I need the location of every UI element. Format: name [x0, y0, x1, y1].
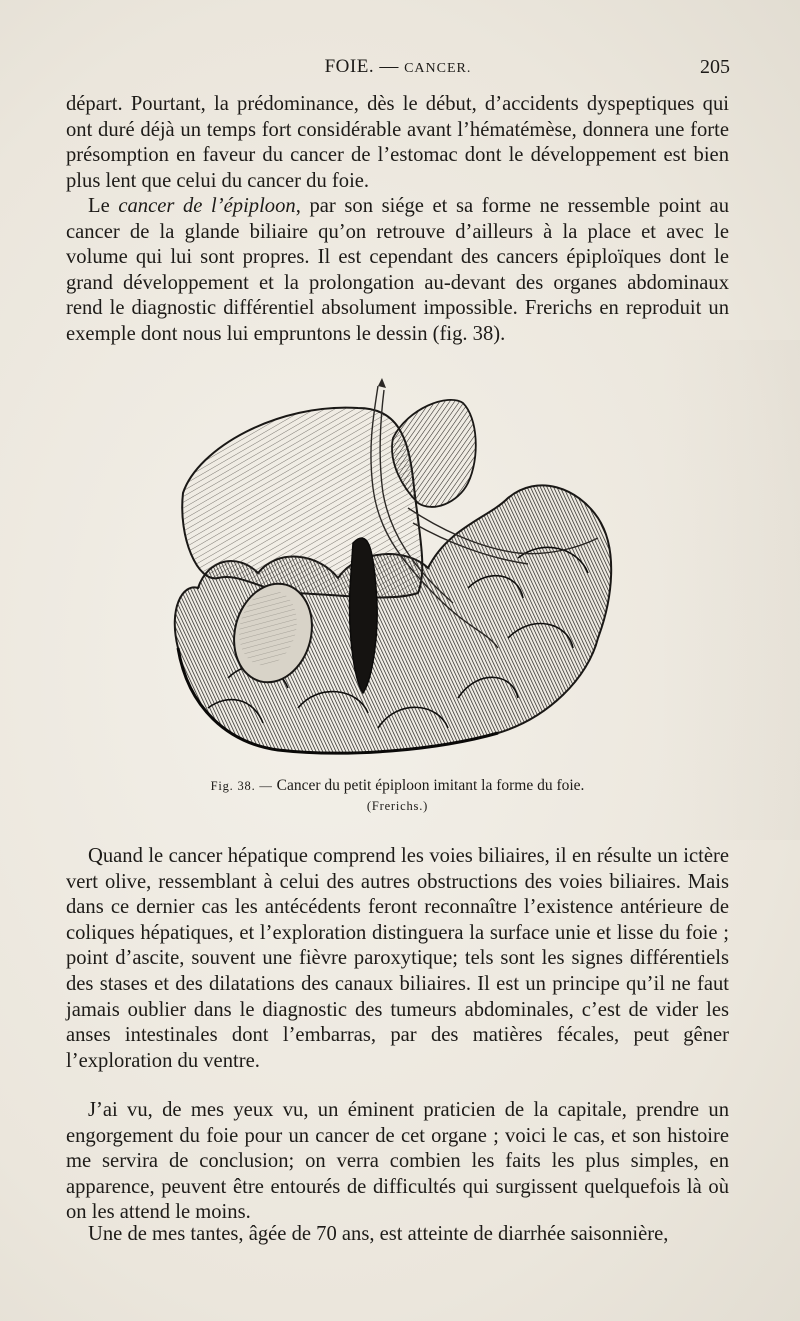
figure-caption	[66, 776, 729, 816]
running-title-dash: —	[374, 56, 405, 77]
caption-line	[66, 776, 729, 796]
show-through-shading	[660, 340, 800, 840]
paragraph-2-italic: cancer de l’épiploon	[118, 195, 296, 217]
paragraph-1: départ. Pourtant, la prédominance, dès le début, d’accidents dyspeptiques qui ont duré déjà un temps fort considérable avant l’hématémèse, donnera une forte présomption en faveur du cancer de l’estomac dont le développement est bien plus lent que celui du cancer du foie.	[66, 93, 729, 192]
paragraph-2	[66, 194, 729, 348]
paragraph-3: Quand le cancer hépatique comprend les voies biliaires, il en résulte un ictère vert olive, ressemblant à celui des autres obstructions des voies biliaires. Mais dans ce dernier cas les antécédents feront reconnaître l’existence antérieure de coliques hépatiques, et l’exploration distinguera la surface unie et lisse du foie ; point d’ascite, souvent une fièvre paroxytique; tels sont les signes différentiels des stases et des dilatations des canaux biliaires. Il est un principe qu’il ne faut jamais oublier dans le diagnostic des tumeurs abdominales, c’est de vider les anses intestinales dont l’embarras, par des matières fécales, peut gêner l’exploration du ventre.	[66, 845, 729, 1072]
running-title	[66, 56, 730, 78]
caption-source: (Frerichs.)	[366, 799, 429, 813]
paragraph-2-rest: , par son siége et sa forme ne ressemble point au cancer de la glande biliaire qu’on retrouve d’ailleurs à la place et avec le volume qui lui sont propres. Il est cependant des cancers épiploïques dont le grand développement et la prolongation au-devant des organes abdominaux rend le diagnostic différentiel absolument impossible. Frerichs en reproduit un exemple dont nous lui empruntons le dessin (fig. 38).	[66, 195, 729, 345]
caption-label: Fig. 38. —	[210, 779, 277, 793]
figure-38-illustration	[168, 378, 618, 764]
running-title-right: CANCER.	[404, 61, 472, 76]
paragraph-5: Une de mes tantes, âgée de 70 ans, est atteinte de diarrhée saisonnière,	[88, 1223, 669, 1245]
paragraph-4: J’ai vu, de mes yeux vu, un éminent praticien de la capitale, prendre un engorgement du foie pour un cancer de cet organe ; voici le cas, et son histoire me servira de conclusion; on verra combien les faits les plus simples, en apparence, peuvent être entourés de difficultés qui surgissent quelquefois là où on les attend le moins.	[66, 1099, 729, 1224]
running-title-left: FOIE.	[324, 56, 375, 77]
paragraph-2-prefix: Le	[88, 195, 119, 217]
page-number: 205	[700, 56, 730, 78]
running-head	[66, 56, 730, 82]
liver-engraving	[168, 378, 618, 764]
caption-text: Cancer du petit épiploon imitant la forme du foie.	[276, 777, 585, 794]
